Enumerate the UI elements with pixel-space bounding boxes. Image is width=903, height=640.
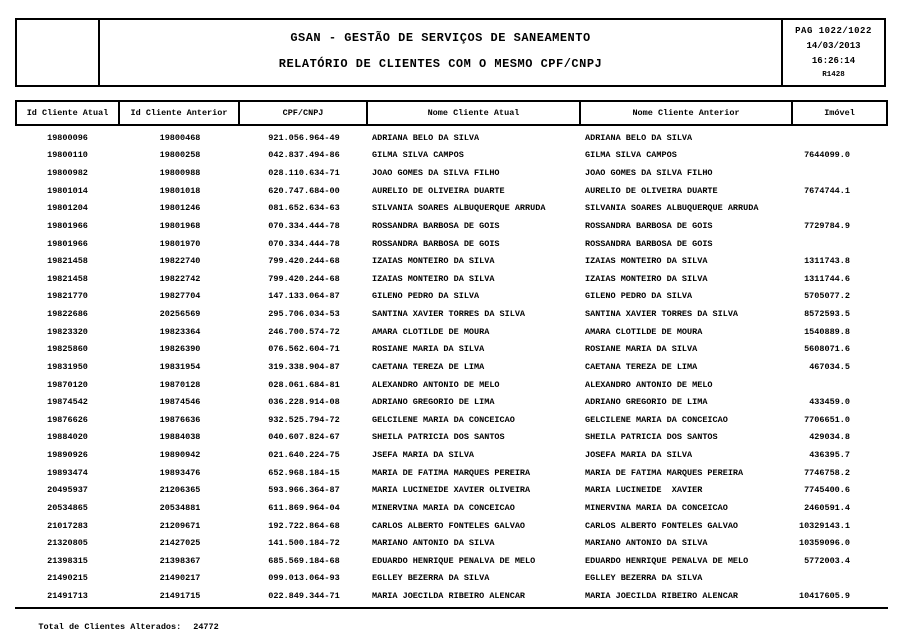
table-cell: 7729784.9 — [804, 220, 850, 231]
table-cell: 19893474 — [47, 467, 88, 478]
table-cell: MARIANO ANTONIO DA SILVA — [372, 538, 495, 549]
table-cell: 141.500.184-72 — [268, 538, 340, 549]
table-cell: 8572593.5 — [804, 309, 850, 320]
table-cell: 20534881 — [159, 502, 201, 513]
total-clients-label: Total de Clientes Alterados: — [38, 622, 182, 632]
table-row — [15, 482, 888, 500]
table-cell: MARIA JOECILDA RIBEIRO ALENCAR — [585, 591, 739, 602]
table-cell: 022.849.344-71 — [268, 591, 340, 602]
logo-box — [15, 18, 100, 87]
table-cell: 192.722.864-68 — [268, 520, 340, 531]
table-cell: CARLOS ALBERTO FONTELES GALVAO — [372, 520, 526, 531]
table-cell: ROSSANDRA BARBOSA DE GOIS — [372, 220, 500, 231]
table-row — [15, 411, 888, 429]
table-cell: SANTINA XAVIER TORRES DA SILVA — [372, 309, 526, 320]
table-cell: AMARA CLOTILDE DE MOURA — [372, 326, 490, 337]
table-cell: 076.562.604-71 — [268, 344, 340, 355]
table-cell: 620.747.684-00 — [268, 185, 340, 196]
column-header: Nome Cliente Atual — [368, 102, 581, 124]
table-cell: 7746758.2 — [804, 467, 850, 478]
table-cell: 467034.5 — [809, 361, 850, 372]
table-cell: GELCILENE MARIA DA CONCEICAO — [585, 414, 728, 425]
report-subtitle: RELATÓRIO DE CLIENTES COM O MESMO CPF/CNPJ — [278, 57, 603, 71]
table-cell: 593.966.364-87 — [268, 485, 340, 496]
table-cell: EDUARDO HENRIQUE PENALVA DE MELO — [372, 555, 536, 566]
table-cell: 19870128 — [159, 379, 201, 390]
table-cell: 040.607.824-67 — [268, 432, 340, 443]
table-cell: 19800988 — [159, 168, 201, 179]
table-cell: MARIA JOECILDA RIBEIRO ALENCAR — [372, 591, 526, 602]
table-row — [15, 305, 888, 323]
table-cell: 19821458 — [47, 273, 88, 284]
table-cell: 19800110 — [47, 150, 88, 161]
table-row — [15, 358, 888, 376]
table-row — [15, 200, 888, 218]
table-cell: 036.228.914-08 — [268, 397, 340, 408]
table-cell: 19801968 — [159, 220, 201, 231]
table-cell: ROSIANE MARIA DA SILVA — [585, 344, 698, 355]
table-row — [15, 552, 888, 570]
table-cell: ADRIANO GREGORIO DE LIMA — [585, 397, 708, 408]
table-cell: 921.056.964-49 — [268, 132, 340, 143]
table-row — [15, 570, 888, 588]
table-cell: 19800258 — [159, 150, 201, 161]
table-cell: 246.700.574-72 — [268, 326, 340, 337]
table-cell: 19884038 — [159, 432, 201, 443]
table-cell: ROSSANDRA BARBOSA DE GOIS — [585, 220, 713, 231]
table-cell: ALEXANDRO ANTONIO DE MELO — [372, 379, 500, 390]
table-cell: 19874542 — [47, 397, 88, 408]
table-cell: 21209671 — [159, 520, 201, 531]
table-cell: IZAIAS MONTEIRO DA SILVA — [372, 256, 495, 267]
title-box — [98, 18, 783, 87]
table-cell: ROSSANDRA BARBOSA DE GOIS — [372, 238, 500, 249]
table-row — [15, 446, 888, 464]
table-row — [15, 270, 888, 288]
table-cell: 21206365 — [159, 485, 201, 496]
table-cell: 19890926 — [47, 450, 88, 461]
table-cell: JSEFA MARIA DA SILVA — [372, 450, 475, 461]
table-cell: 7644099.0 — [804, 150, 850, 161]
table-row — [15, 182, 888, 200]
table-cell: 19800096 — [47, 132, 88, 143]
table-cell: 799.420.244-68 — [268, 256, 340, 267]
table-cell: SHEILA PATRICIA DOS SANTOS — [585, 432, 718, 443]
table-cell: 21490217 — [159, 573, 201, 584]
table-cell: ADRIANA BELO DA SILVA — [585, 132, 693, 143]
table-cell: 611.869.964-04 — [268, 502, 340, 513]
table-cell: 21017283 — [47, 520, 88, 531]
table-cell: 932.525.794-72 — [268, 414, 340, 425]
table-cell: 19823320 — [47, 326, 88, 337]
table-cell: 1311744.6 — [804, 273, 850, 284]
table-cell: 19801966 — [47, 238, 88, 249]
table-cell: 20256569 — [159, 309, 201, 320]
table-cell: MARIANO ANTONIO DA SILVA — [585, 538, 708, 549]
table-cell: 10417605.9 — [798, 591, 850, 602]
table-cell: 7674744.1 — [804, 185, 850, 196]
table-cell: ALEXANDRO ANTONIO DE MELO — [585, 379, 713, 390]
table-cell: 5705077.2 — [804, 291, 850, 302]
table-cell: 5772003.4 — [804, 555, 850, 566]
table-cell: 19801014 — [47, 185, 88, 196]
table-cell: 10329143.1 — [798, 520, 850, 531]
table-cell: CAETANA TEREZA DE LIMA — [585, 361, 698, 372]
table-cell: 147.133.064-87 — [268, 291, 340, 302]
table-cell: 21427025 — [159, 538, 201, 549]
table-row — [15, 499, 888, 517]
table-cell: JOAO GOMES DA SILVA FILHO — [372, 168, 500, 179]
table-cell: AURELIO DE OLIVEIRA DUARTE — [585, 185, 718, 196]
table-cell: MARIA DE FATIMA MARQUES PEREIRA — [372, 467, 531, 478]
table-cell: 652.968.184-15 — [268, 467, 340, 478]
table-cell: ROSSANDRA BARBOSA DE GOIS — [585, 238, 713, 249]
table-cell: JOAO GOMES DA SILVA FILHO — [585, 168, 713, 179]
table-cell: 099.013.064-93 — [268, 573, 340, 584]
table-cell: 19826390 — [159, 344, 201, 355]
table-cell: AURELIO DE OLIVEIRA DUARTE — [372, 185, 505, 196]
table-header-row — [15, 100, 888, 126]
table-cell: 070.334.444-78 — [268, 238, 340, 249]
report-header — [15, 18, 888, 87]
table-cell: GILMA SILVA CAMPOS — [585, 150, 677, 161]
table-cell: 19893476 — [159, 467, 201, 478]
table-cell: ADRIANO GREGORIO DE LIMA — [372, 397, 495, 408]
table-cell: 028.110.634-71 — [268, 168, 340, 179]
table-cell: 433459.0 — [809, 397, 850, 408]
table-cell: MARIA DE FATIMA MARQUES PEREIRA — [585, 467, 744, 478]
table-cell: 19822742 — [159, 273, 201, 284]
table-cell: MARIA LUCINEIDE XAVIER OLIVEIRA — [372, 485, 531, 496]
table-cell: 1540889.8 — [804, 326, 850, 337]
table-cell: EGLLEY BEZERRA DA SILVA — [585, 573, 703, 584]
table-row — [15, 517, 888, 535]
page-info-box — [781, 18, 886, 87]
table-cell: 021.640.224-75 — [268, 450, 340, 461]
table-cell: 028.061.684-81 — [268, 379, 340, 390]
table-cell: 19823364 — [159, 326, 201, 337]
table-cell: 070.334.444-78 — [268, 220, 340, 231]
table-row — [15, 252, 888, 270]
column-header: Id Cliente Anterior — [120, 102, 240, 124]
table-cell: 19801246 — [159, 203, 201, 214]
table-cell: 799.420.244-68 — [268, 273, 340, 284]
table-cell: 7706651.0 — [804, 414, 850, 425]
table-row — [15, 587, 888, 605]
table-cell: 1311743.8 — [804, 256, 850, 267]
table-cell: SANTINA XAVIER TORRES DA SILVA — [585, 309, 739, 320]
table-cell: 19822740 — [159, 256, 201, 267]
table-cell: 19800468 — [159, 132, 201, 143]
table-cell: IZAIAS MONTEIRO DA SILVA — [585, 273, 708, 284]
table-cell: 429034.8 — [809, 432, 850, 443]
table-row — [15, 217, 888, 235]
table-cell: AMARA CLOTILDE DE MOURA — [585, 326, 703, 337]
table-row — [15, 464, 888, 482]
report-title: GSAN - GESTÃO DE SERVIÇOS DE SANEAMENTO — [290, 31, 591, 45]
table-cell: GELCILENE MARIA DA CONCEICAO — [372, 414, 515, 425]
total-clients-value: 24772 — [193, 622, 219, 632]
report-time: 16:26:14 — [811, 56, 856, 66]
table-cell: 19800982 — [47, 168, 88, 179]
table-cell: SHEILA PATRICIA DOS SANTOS — [372, 432, 505, 443]
table-cell: 21398315 — [47, 555, 88, 566]
table-cell: ADRIANA BELO DA SILVA — [372, 132, 480, 143]
table-row — [15, 534, 888, 552]
table-row — [15, 376, 888, 394]
table-cell: 19825860 — [47, 344, 88, 355]
report-footer — [18, 612, 219, 640]
table-cell: JOSEFA MARIA DA SILVA — [585, 450, 693, 461]
table-cell: EDUARDO HENRIQUE PENALVA DE MELO — [585, 555, 749, 566]
table-cell: 19870120 — [47, 379, 88, 390]
table-cell: 042.837.494-86 — [268, 150, 340, 161]
table-cell: IZAIAS MONTEIRO DA SILVA — [372, 273, 495, 284]
table-cell: 436395.7 — [809, 450, 850, 461]
column-header: Imóvel — [824, 108, 855, 118]
table-cell: 19801970 — [159, 238, 201, 249]
table-cell: 21491713 — [47, 591, 88, 602]
table-cell: 19822686 — [47, 309, 88, 320]
table-cell: EGLLEY BEZERRA DA SILVA — [372, 573, 490, 584]
table-cell: 19890942 — [159, 450, 201, 461]
table-cell: CAETANA TEREZA DE LIMA — [372, 361, 485, 372]
table-row — [15, 164, 888, 182]
table-cell: MINERVINA MARIA DA CONCEICAO — [585, 502, 728, 513]
report-table-body — [15, 129, 888, 605]
table-cell: MINERVINA MARIA DA CONCEICAO — [372, 502, 515, 513]
table-cell: 685.569.184-68 — [268, 555, 340, 566]
report-date: 14/03/2013 — [806, 41, 861, 51]
table-cell: SILVANIA SOARES ALBUQUERQUE ARRUDA — [372, 203, 546, 214]
table-row — [15, 235, 888, 253]
report-code: R1428 — [822, 71, 845, 79]
table-row — [15, 393, 888, 411]
table-cell: 5608071.6 — [804, 344, 850, 355]
table-cell: 19874546 — [159, 397, 201, 408]
table-cell: MARIA LUCINEIDE XAVIER — [585, 485, 703, 496]
table-cell: 19801966 — [47, 220, 88, 231]
table-bottom-rule — [15, 607, 888, 609]
table-cell: 319.338.904-87 — [268, 361, 340, 372]
table-cell: 19831950 — [47, 361, 88, 372]
table-row — [15, 341, 888, 359]
table-row — [15, 323, 888, 341]
table-row — [15, 147, 888, 165]
table-cell: 081.652.634-63 — [268, 203, 340, 214]
table-cell: 19801018 — [159, 185, 201, 196]
table-cell: 21491715 — [159, 591, 201, 602]
table-cell: 19801204 — [47, 203, 88, 214]
table-cell: 20534865 — [47, 502, 88, 513]
table-cell: 21320805 — [47, 538, 88, 549]
table-cell: ROSIANE MARIA DA SILVA — [372, 344, 485, 355]
table-cell: 295.706.034-53 — [268, 309, 340, 320]
table-row — [15, 429, 888, 447]
page-number-label: PAG 1022/1022 — [795, 26, 872, 36]
table-row — [15, 288, 888, 306]
table-cell: 19821770 — [47, 291, 88, 302]
table-cell: IZAIAS MONTEIRO DA SILVA — [585, 256, 708, 267]
table-cell: CARLOS ALBERTO FONTELES GALVAO — [585, 520, 739, 531]
table-cell: SILVANIA SOARES ALBUQUERQUE ARRUDA — [585, 203, 759, 214]
table-cell: 19884020 — [47, 432, 88, 443]
table-cell: 19821458 — [47, 256, 88, 267]
table-row — [15, 129, 888, 147]
table-cell: 19831954 — [159, 361, 201, 372]
table-cell: 19876636 — [159, 414, 201, 425]
table-cell: 19876626 — [47, 414, 88, 425]
table-cell: 21490215 — [47, 573, 88, 584]
column-header: Nome Cliente Anterior — [581, 102, 793, 124]
table-cell: 2460591.4 — [804, 502, 850, 513]
column-header: Id Cliente Atual — [17, 102, 120, 124]
table-cell: 21398367 — [159, 555, 201, 566]
table-cell: 7745400.6 — [804, 485, 850, 496]
table-cell: GILENO PEDRO DA SILVA — [585, 291, 693, 302]
table-cell: GILENO PEDRO DA SILVA — [372, 291, 480, 302]
table-cell: 10359096.0 — [798, 538, 850, 549]
table-cell: 19827704 — [159, 291, 201, 302]
table-cell: GILMA SILVA CAMPOS — [372, 150, 464, 161]
column-header: CPF/CNPJ — [240, 102, 368, 124]
table-cell: 20495937 — [47, 485, 88, 496]
